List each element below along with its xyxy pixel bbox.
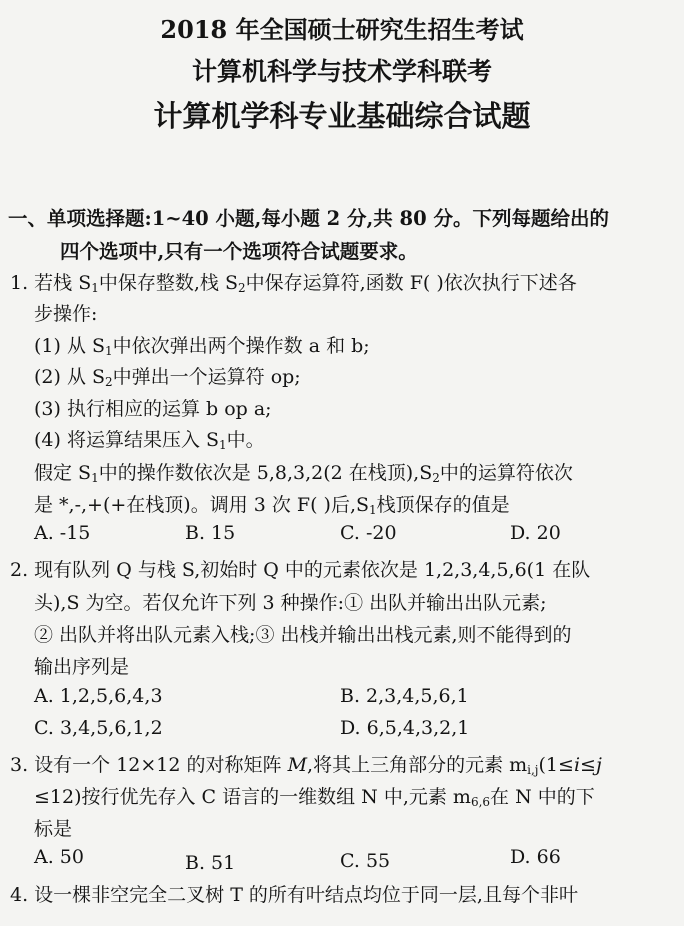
- q2-option-c: C. 3,4,5,6,1,2: [34, 717, 163, 739]
- q3-option-d: D. 66: [510, 846, 561, 868]
- matrix-symbol: M: [287, 754, 308, 776]
- q1-step4: [34, 425, 265, 452]
- q1-text: 中的操作数依次是 5,8,3,2(2 在栈顶),S: [98, 462, 433, 484]
- q2-option-b: B. 2,3,4,5,6,1: [340, 685, 469, 707]
- exam-title: 2018 年全国硕士研究生招生考试: [160, 15, 524, 44]
- q3-text: 在 N 中的下: [490, 786, 595, 808]
- subscript: 2: [432, 471, 440, 485]
- subscript: 1: [219, 438, 227, 452]
- q3-text: ≤: [580, 754, 596, 776]
- q1-text: 假定 S: [34, 462, 92, 484]
- q1-step3: (3) 执行相应的运算 b op a;: [34, 398, 272, 420]
- q3-text: ,将其上三角部分的元素 m: [307, 754, 528, 776]
- q3-stem-line1: [10, 750, 602, 777]
- q1-premise-line1: [34, 458, 573, 485]
- q3-text: ≤12)按行优先存入 C 语言的一维数组 N 中,元素 m: [34, 786, 471, 808]
- q1-text: 中。: [226, 429, 265, 451]
- q1-stem-line1: [10, 268, 577, 295]
- q1-text: 中的运算符依次: [439, 462, 573, 484]
- section-instruction-line1: 一、单项选择题:1~40 小题,每小题 2 分,共 80 分。下列每题给出的: [8, 207, 609, 230]
- q2-option-a: A. 1,2,5,6,4,3: [34, 685, 163, 707]
- q1-step2: [34, 362, 301, 389]
- q3-stem-line3: 标是: [34, 818, 73, 840]
- q1-step1: [34, 331, 370, 358]
- q1-text: 栈顶保存的值是: [376, 494, 510, 516]
- index-symbol: i: [573, 754, 581, 776]
- q1-option-c: C. -20: [340, 522, 397, 544]
- exam-paper-name: 计算机学科专业基础综合试题: [153, 99, 531, 133]
- q3-option-b: B. 51: [185, 852, 236, 874]
- q1-text: (4) 将运算结果压入 S: [34, 429, 220, 451]
- q1-text: 中依次弹出两个操作数 a 和 b;: [112, 335, 370, 357]
- q3-stem-line2: [34, 782, 595, 809]
- q1-option-a: A. -15: [34, 522, 91, 544]
- q1-stem-line2: 步操作:: [34, 303, 98, 325]
- q1-text: 中保存整数,栈 S: [98, 272, 238, 294]
- q2-stem-line3: ② 出队并将出队元素入栈;③ 出栈并输出出栈元素,则不能得到的: [34, 624, 572, 646]
- q3-option-a: A. 50: [34, 846, 84, 868]
- section-instruction-line2: 四个选项中,只有一个选项符合试题要求。: [60, 240, 418, 263]
- subscript: 6,6: [470, 795, 491, 809]
- subscript: 2: [237, 281, 246, 295]
- subscript: 1: [105, 344, 113, 358]
- q1-option-d: D. 20: [510, 522, 561, 544]
- q1-option-b: B. 15: [185, 522, 236, 544]
- q1-premise-line2: [34, 490, 510, 517]
- q1-text: 1. 若栈 S: [10, 272, 92, 294]
- subscript: 1: [91, 471, 99, 485]
- subscript: i,j: [527, 763, 539, 777]
- q2-stem-line4: 输出序列是: [34, 656, 130, 678]
- q3-option-c: C. 55: [340, 850, 391, 872]
- exam-subtitle: 计算机科学与技术学科联考: [191, 57, 492, 86]
- q2-stem-line1: 2. 现有队列 Q 与栈 S,初始时 Q 中的元素依次是 1,2,3,4,5,6(1 在队: [10, 559, 591, 581]
- q3-text: 3. 设有一个 12×12 的对称矩阵: [10, 754, 288, 776]
- q2-option-d: D. 6,5,4,3,2,1: [340, 717, 470, 739]
- q1-text: 中保存运算符,函数 F( )依次执行下述各: [245, 272, 577, 294]
- q1-text: (2) 从 S: [34, 366, 106, 388]
- q2-stem-line2: 头),S 为空。若仅允许下列 3 种操作:① 出队并输出出队元素;: [34, 592, 547, 614]
- subscript: 1: [91, 281, 99, 295]
- q1-text: (1) 从 S: [34, 335, 106, 357]
- q3-text: (1≤: [538, 754, 574, 776]
- index-symbol: j: [595, 754, 602, 776]
- subscript: 2: [105, 375, 113, 389]
- subscript: 1: [369, 503, 377, 517]
- q4-stem-line1: 4. 设一棵非空完全二叉树 T 的所有叶结点均位于同一层,且每个非叶: [10, 884, 578, 906]
- q1-text: 是 *,-,+(+在栈顶)。调用 3 次 F( )后,S: [34, 494, 370, 516]
- q1-text: 中弹出一个运算符 op;: [112, 366, 301, 388]
